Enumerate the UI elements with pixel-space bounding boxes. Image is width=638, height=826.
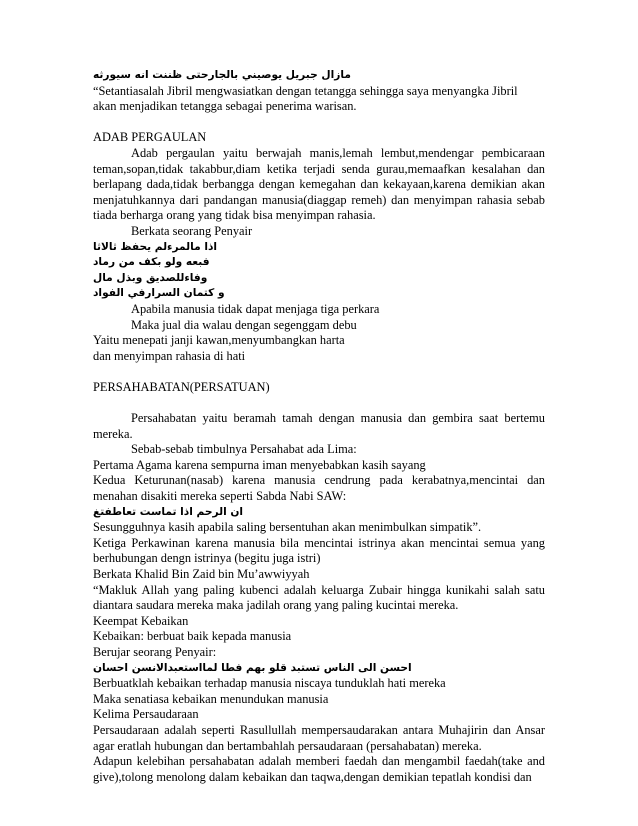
khalid-quote: “Makluk Allah yang paling kubenci adalah keluarga Zubair hingga kunikahi salah satu diantara saudara mereka maka jadilah orang yang paling kucintai mereka. [93, 582, 545, 613]
adab-translation-line-1: Apabila manusia tidak dapat menjaga tiga perkara [131, 301, 380, 316]
poet2-intro: Berujar seorang Penyair: [93, 644, 217, 659]
heading-persahabatan: PERSAHABATAN(PERSATUAN) [93, 379, 270, 394]
arabic-quote-jibril: مازال جبريل يوصيني بالجارحتى ظننت انه سيورثه [93, 69, 351, 81]
intro-line-2: akan menjadikan tetangga sebagai penerima warisan. [93, 99, 357, 114]
causes-intro: Sebab-sebab timbulnya Persahabat ada Lima: [131, 442, 357, 457]
adab-translation-line-4: dan menyimpan rahasia di hati [93, 348, 246, 363]
adab-paragraph: Adab pergaulan yaitu berwajah manis,lemah lembut,mendengar pembicaraan teman,sopan,tidak takabbur,diam ketika terjadi senda gurau,memaafkan kesalahan dan berlapang dada,tidak berbangga dengan kemegahan dan kekayaan,karena demikian akan menjatuhkannya dari pandangan manusia(diaggap remeh) dan menyimpan rahasia sebab tiada berharga orang yang tidak bisa menyimpan rahasia. [93, 145, 545, 223]
cause-fourth-desc: Kebaikan: berbuat baik kepada manusia [93, 629, 292, 644]
cause-fifth-paragraph: Persaudaraan adalah seperti Rasullullah mempersaudarakan antara Muhajirin dan Ansar agar eratlah hubungan dan bertambahlah persaudaraan (persahabatan) mereka. [93, 722, 545, 753]
cause-fourth-title: Keempat Kebaikan [93, 613, 189, 628]
fourth-translation-line-1: Berbuatklah kebaikan terhadap manusia niscaya tunduklah hati mereka [93, 676, 446, 691]
cause-second: Kedua Keturunan(nasab) karena manusia cendrung pada kerabatnya,mencintai dan menahan disakiti mereka seperti Sabda Nabi SAW: [93, 473, 545, 504]
fourth-translation-line-2: Maka senatiasa kebaikan menundukan manusia [93, 691, 329, 706]
paragraph-gap [93, 364, 545, 380]
poet2-arabic: احسن الى الناس تستبد قلو بهم فطا لمااستعبدالانسن احسان [93, 661, 412, 674]
paragraph-gap [93, 395, 545, 411]
closing-paragraph: Adapun kelebihan persahabatan adalah memberi faedah dan mengambil faedah(take and give),tolong menolong dalam kebaikan dan taqwa,dengan demikian tepatlah kondisi dan [93, 754, 545, 784]
heading-adab-pergaulan: ADAB PERGAULAN [93, 130, 207, 145]
adab-translation-line-3: Yaitu menepati janji kawan,menyumbangkan harta [93, 333, 345, 348]
adab-translation-line-2: Maka jual dia walau dengan segenggam debu [131, 317, 357, 332]
adab-arabic-verse-3: وفاءللصديق وبذل مال [93, 271, 208, 284]
hadith-translation: Sesungguhnya kasih apabila saling bersentuhan akan menimbulkan simpatik”. [93, 520, 482, 535]
cause-third: Ketiga Perkawinan karena manusia bila mencintai istrinya akan mencintai semua yang berhubungan dengn istrinya (begitu juga istri) [93, 535, 545, 566]
cause-fifth-title: Kelima Persaudaraan [93, 707, 199, 722]
document-page [93, 68, 545, 785]
adab-poet-intro: Berkata seorang Penyair [131, 223, 253, 238]
hadith-arabic: ان الرحم اذا تماست تعاطفتغ [93, 505, 244, 518]
intro-line-1: “Setantiasalah Jibril mengwasiatkan dengan tetangga sehingga saya menyangka Jibril [93, 83, 518, 98]
adab-arabic-verse-4: و كتمان السرارفي الفواد [93, 287, 225, 300]
persahabatan-definition: Persahabatan yaitu beramah tamah dengan manusia dan gembira saat bertemu mereka. [93, 411, 545, 441]
cause-first: Pertama Agama karena sempurna iman menyebabkan kasih sayang [93, 457, 426, 472]
adab-arabic-verse-2: فبعه ولو بكف من رماد [93, 256, 210, 269]
paragraph-gap [93, 115, 545, 131]
adab-arabic-verse-1: اذا مالمرءلم يحفظ ثالاثا [93, 240, 218, 253]
khalid-intro: Berkata Khalid Bin Zaid bin Mu’awwiyyah [93, 567, 310, 581]
